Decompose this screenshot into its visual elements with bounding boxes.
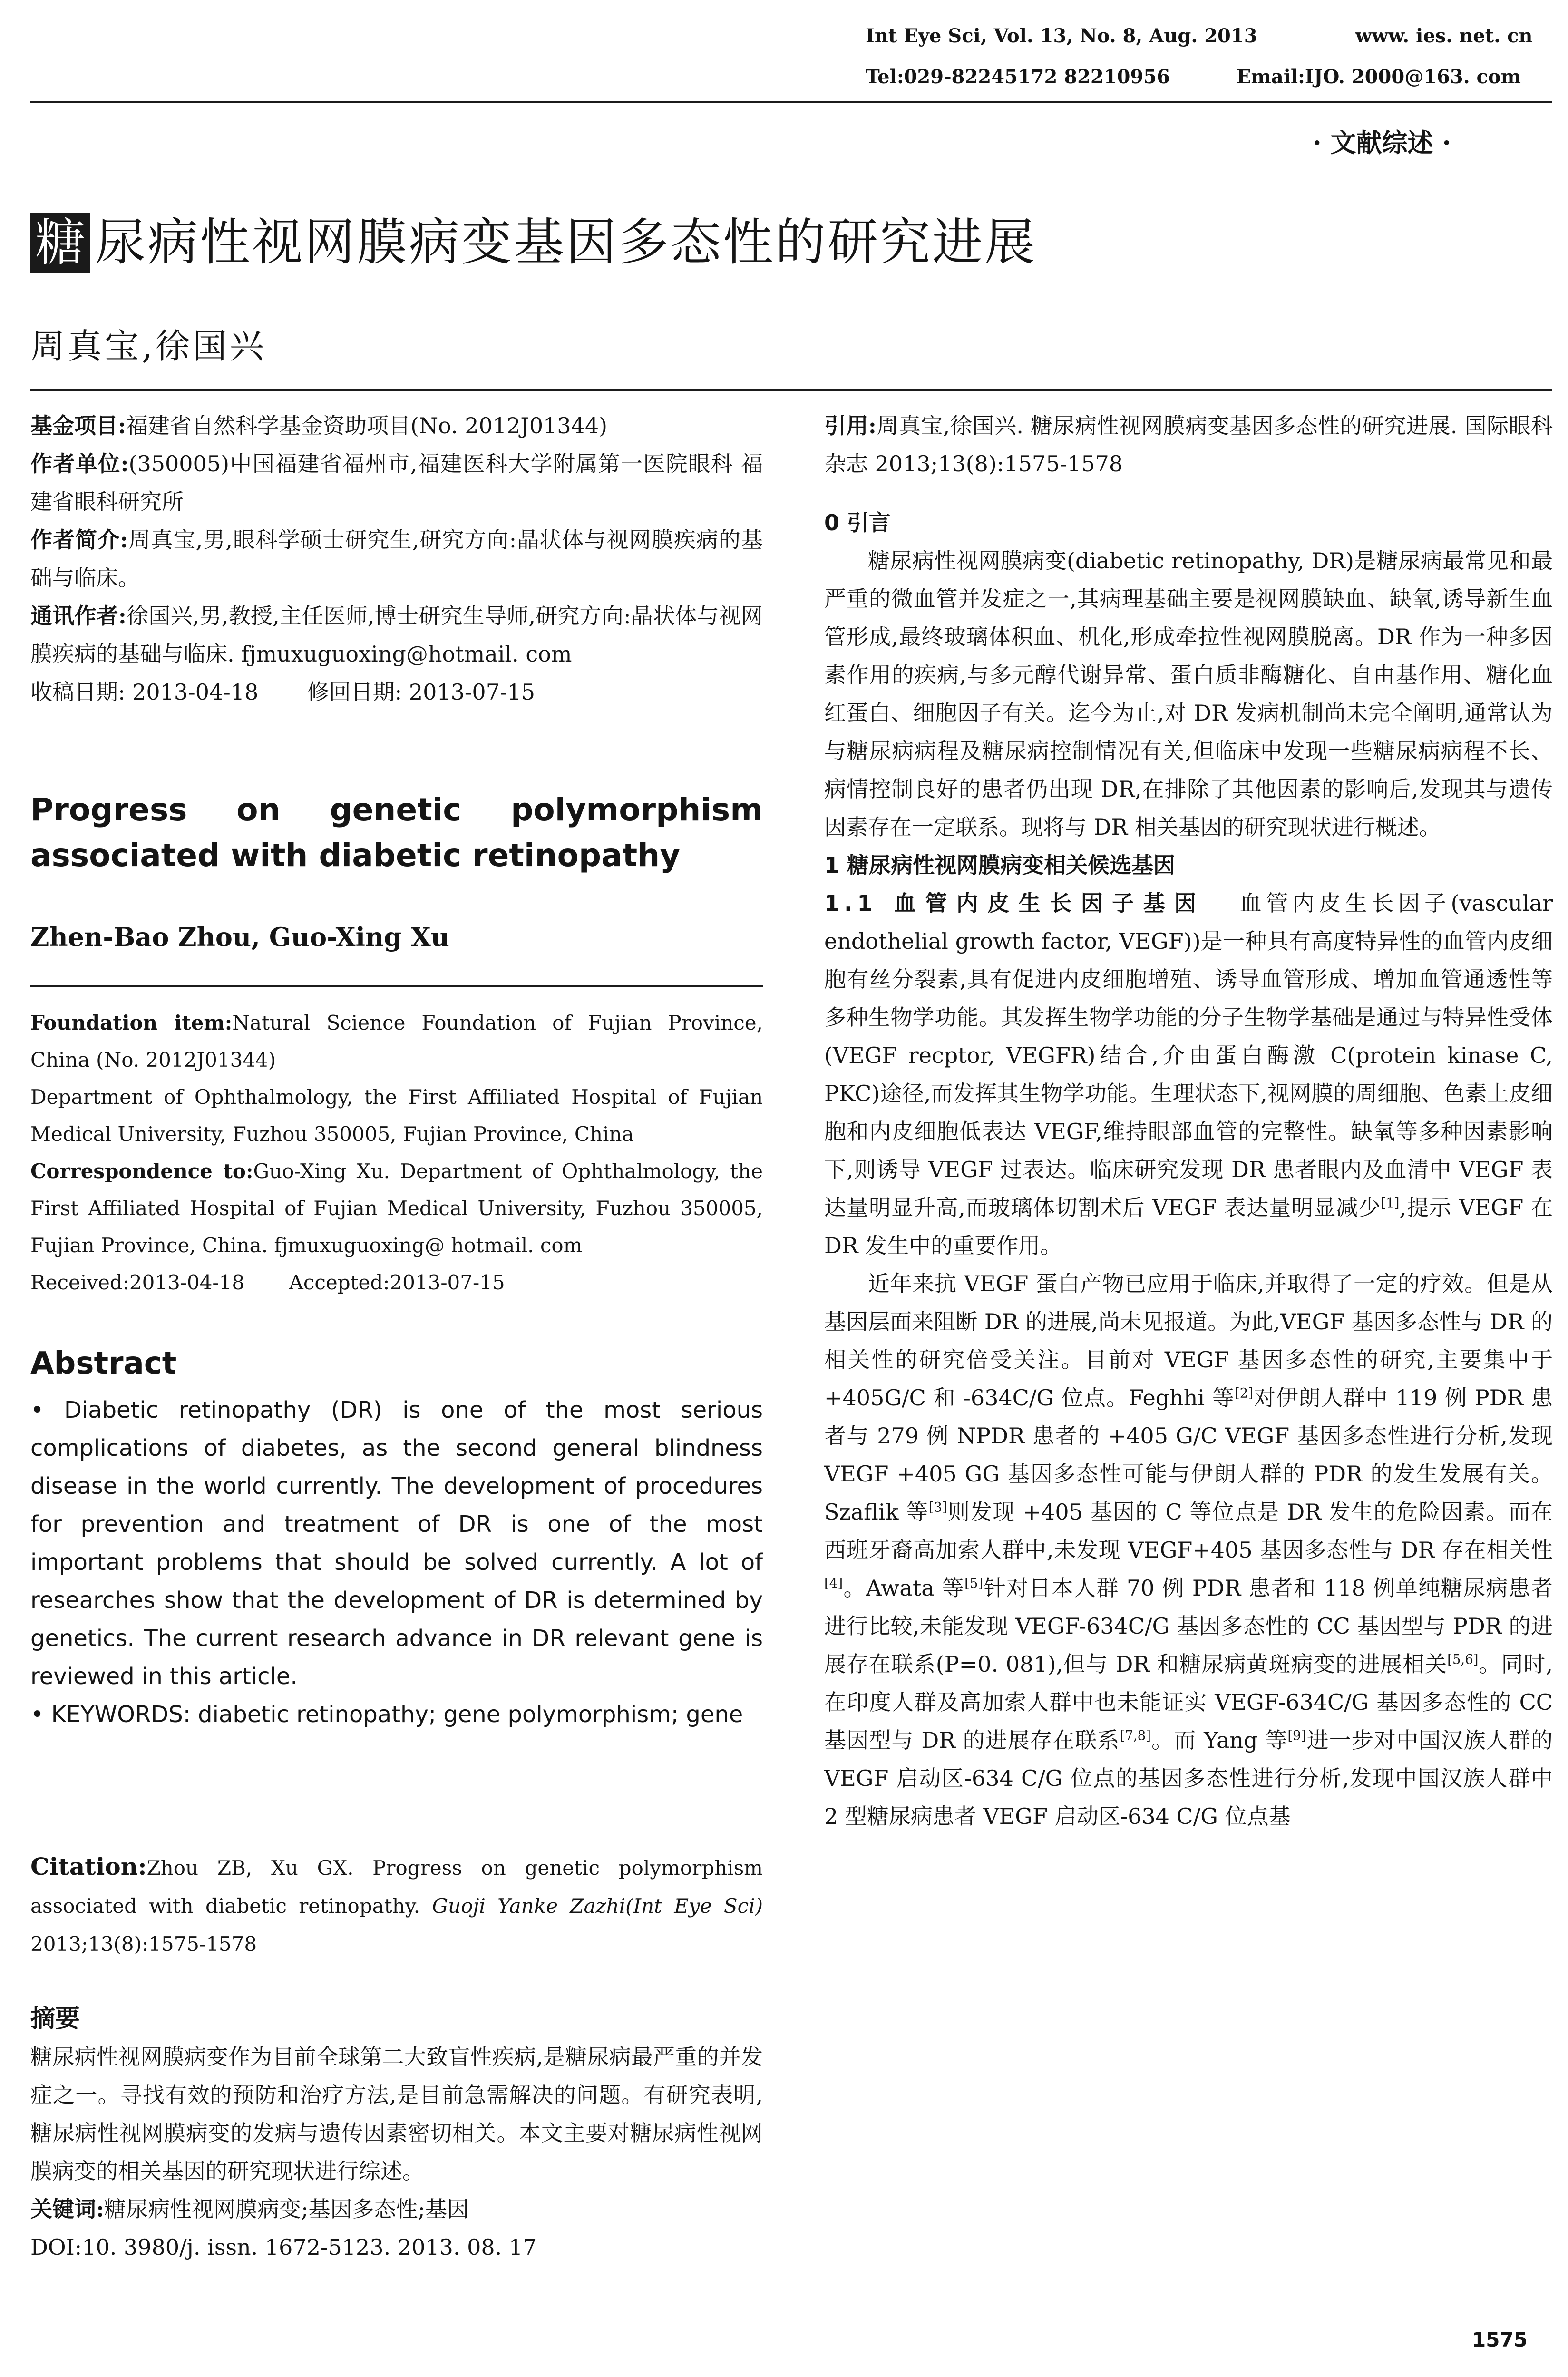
citation-ref: [5,6] <box>1447 1651 1479 1667</box>
zh-abstract-text: 糖尿病性视网膜病变作为目前全球第二大致盲性疾病,是糖尿病最严重的并发症之一。寻找有效的预防和治疗方法,是目前急需解决的问题。有研究表明,糖尿病性视网膜病变的发病与遗传因素密切相关。本文主要对糖尿病性视网膜病变的相关基因的研究现状进行综述。 <box>30 2044 763 2184</box>
title-rule <box>30 389 1552 391</box>
citation-ref: [9] <box>1287 1727 1306 1744</box>
title-first-char: 糖 <box>30 213 90 273</box>
section-1-1-paragraph: 1.1 血管内皮生长因子基因 血管内皮生长因子(vascular endothelial growth factor, VEGF))是一种具有高度特异性的血管内皮细胞有丝分裂素,具有促进内皮细胞增殖、诱导血管形成、增加血管通透性等多种生物学功能。其发挥生物学功能的分子生物学基础是通过与特异性受体(VEGF recptor, VEGFR)结合,介由蛋白酶激 C(protein kinase C, PKC)途径,而发挥其生物学功能。生理状态下,视网膜的周细胞、色素上皮细胞和内皮细胞低表达 VEGF,维持眼部血管的完整性。缺氧等多种因素影响下,则诱导 VEGF 过表达。临床研究发现 DR 患者眼内及血清中 VEGF 表达量明显升高,而玻璃体切割术后 VEGF 表达量明显减少[1],提示 VEGF 在 DR 发生中的重要作用。 <box>824 890 1553 1258</box>
section-1-heading: 1 糖尿病性视网膜病变相关候选基因 <box>824 852 1176 878</box>
foundation-item-text: Natural Science Foundation of Fujian Province, China (No. 2012J01344) <box>30 1011 763 1072</box>
bio-text: 周真宝,男,眼科学硕士研究生,研究方向:晶状体与视网膜疾病的基础与临床。 <box>30 527 763 591</box>
citation-ref: [1] <box>1381 1195 1400 1211</box>
vegf-paragraph: 近年来抗 VEGF 蛋白产物已应用于临床,并取得了一定的疗效。但是从基因层面来阻断 DR 的进展,尚未见报道。为此,VEGF 基因多态性与 DR 的相关性的研究倍受关注。目前对 VEGF 基因多态性的研究,主要集中于 +405G/C 和 -634C/G 位点。Feghhi 等[2]对伊朗人群中 119 例 PDR 患者与 279 例 NPDR 患者的 +405 G/C VEGF 基因多态性进行分析,发现 VEGF +405 GG 基因多态性可能与伊朗人群的 PDR 的发生发展有关。Szaflik 等[3]则发现 +405 基因的 C 等位点是 DR 发生的危险因素。而在西班牙裔高加索人群中,未发现 VEGF+405 基因多态性与 DR 存在相关性[4]。Awata 等[5]针对日本人群 70 例 PDR 患者和 118 例单纯糖尿病患者进行比较,未能发现 VEGF-634C/G 基因多态性的 CC 基因型与 PDR 的进展存在联系(P=0. 081),但与 DR 和糖尿病黄斑病变的进展相关[5,6]。同时,在印度人群及高加索人群中也未能证实 VEGF-634C/G 基因多态性的 CC 基因型与 DR 的进展存在联系[7,8]。而 Yang 等[9]进一步对中国汉族人群的 VEGF 启动区-634 C/G 位点的基因多态性进行分析,发现中国汉族人群中 2 型糖尿病患者 VEGF 启动区-634 C/G 位点基 <box>824 1271 1553 1829</box>
unit-text: (350005)中国福建省福州市,福建医科大学附属第一医院眼科 福建省眼科研究所 <box>30 451 763 515</box>
abstract-block <box>30 1391 763 1734</box>
corr-label: 通讯作者: <box>30 603 127 629</box>
citation-label: Citation: <box>30 1852 147 1880</box>
info-zh-block <box>30 407 763 711</box>
citation-ref: [3] <box>928 1499 947 1515</box>
citation-text: Zhou ZB, Xu GX. Progress on genetic polymorphism associated with diabetic retinopathy. <box>30 1856 763 1918</box>
corr-text: 徐国兴,男,教授,主任医师,博士研究生导师,研究方向:晶状体与视网膜疾病的基础与临床. fjmuxuguoxing@hotmail. com <box>30 603 763 667</box>
zh-abstract-block <box>30 2038 763 2266</box>
citation-volume: 2013;13(8):1575-1578 <box>30 1932 257 1956</box>
accepted-date-en: Accepted:2013-07-15 <box>289 1271 505 1294</box>
unit-label: 作者单位: <box>30 451 129 477</box>
section-label: · 文献综述 · <box>1313 127 1451 158</box>
journal-email: Email:IJO. 2000@163. com <box>1237 66 1521 88</box>
bio-label: 作者简介: <box>30 527 128 553</box>
zh-abstract-heading: 摘要 <box>30 2005 80 2033</box>
intro-paragraph: 糖尿病性视网膜病变(diabetic retinopathy, DR)是糖尿病最常见和最严重的微血管并发症之一,其病理基础主要是视网膜缺血、缺氧,诱导新生血管形成,最终玻璃体积血、机化,形成牵拉性视网膜脱离。DR 作为一种多因素作用的疾病,与多元醇代谢异常、蛋白质非酶糖化、自由基作用、糖化血红蛋白、细胞因子有关。迄今为止,对 DR 发病机制尚未完全阐明,通常认为与糖尿病病程及糖尿病控制情况有关,但临床中发现一些糖尿病病程不长、病情控制良好的患者仍出现 DR,在排除了其他因素的影响后,发现其与遗传因素存在一定联系。现将与 DR 相关基因的研究现状进行概述。 <box>824 548 1553 840</box>
page-number: 1575 <box>1472 2328 1528 2351</box>
citation-ref: [7,8] <box>1120 1727 1151 1744</box>
keywords-en: • KEYWORDS: diabetic retinopathy; gene polymorphism; gene <box>30 1701 743 1728</box>
keywords-zh-text: 糖尿病性视网膜病变;基因多态性;基因 <box>104 2196 469 2222</box>
citation-ref: [4] <box>824 1575 843 1591</box>
page-title: 尿病性视网膜病变基因多态性的研究进展 <box>95 213 1037 272</box>
foundation-label: 基金项目: <box>30 413 126 438</box>
section-1-1-heading: 1.1 血管内皮生长因子基因 <box>824 890 1206 916</box>
foundation-text: 福建省自然科学基金资助项目(No. 2012J01344) <box>126 413 608 438</box>
received-date-en: Received:2013-04-18 <box>30 1271 245 1294</box>
foundation-item-label: Foundation item: <box>30 1011 233 1034</box>
correspondence-label: Correspondence to: <box>30 1159 253 1183</box>
abstract-heading: Abstract <box>30 1346 177 1381</box>
header-rule <box>30 101 1552 103</box>
cite-zh-label: 引用: <box>824 413 877 438</box>
journal-info: Int Eye Sci, Vol. 13, No. 8, Aug. 2013 <box>866 25 1257 47</box>
en-title-rule <box>30 985 763 987</box>
doi: DOI:10. 3980/j. issn. 1672-5123. 2013. 08. 17 <box>30 2234 537 2260</box>
abstract-text: • Diabetic retinopathy (DR) is one of the most serious complications of diabetes, as the second general blindness disease in the world currently. The development of procedures for prevention and treatment of DR is one of the most important problems that should be solved currently. A lot of researches show that the development of DR is determined by genetics. The current research advance in DR relevant gene is reviewed in this article. <box>30 1397 763 1690</box>
journal-website: www. ies. net. cn <box>1355 25 1533 47</box>
authors-en: Zhen-Bao Zhou, Guo-Xing Xu <box>30 922 449 952</box>
department-text: Department of Ophthalmology, the First Affiliated Hospital of Fujian Medical University, Fuzhou 350005, Fujian Province, China <box>30 1085 763 1146</box>
journal-tel: Tel:029-82245172 82210956 <box>866 66 1170 88</box>
keywords-zh-label: 关键词: <box>30 2196 104 2222</box>
revised-date-zh: 修回日期: 2013-07-15 <box>307 679 536 705</box>
title-en: Progress on genetic polymorphism associated with diabetic retinopathy <box>30 791 763 874</box>
authors-zh: 周真宝,徐国兴 <box>30 326 267 366</box>
citation-block <box>30 1848 763 1963</box>
right-column <box>824 407 1553 1835</box>
correspondence-text: Guo-Xing Xu. Department of Ophthalmology, the First Affiliated Hospital of Fujian Medical University, Fuzhou 350005, Fujian Province, China. fjmuxuguoxing@ hotmail. com <box>30 1159 763 1257</box>
intro-heading: 0 引言 <box>824 510 891 536</box>
cite-zh-text: 周真宝,徐国兴. 糖尿病性视网膜病变基因多态性的研究进展. 国际眼科杂志 2013;13(8):1575-1578 <box>824 413 1553 477</box>
received-date-zh: 收稿日期: 2013-04-18 <box>30 679 259 705</box>
citation-ref: [5] <box>964 1575 984 1591</box>
citation-ref: [2] <box>1234 1385 1254 1401</box>
info-en-block <box>30 1004 763 1301</box>
citation-journal: Guoji Yanke Zazhi(Int Eye Sci) <box>432 1894 763 1918</box>
